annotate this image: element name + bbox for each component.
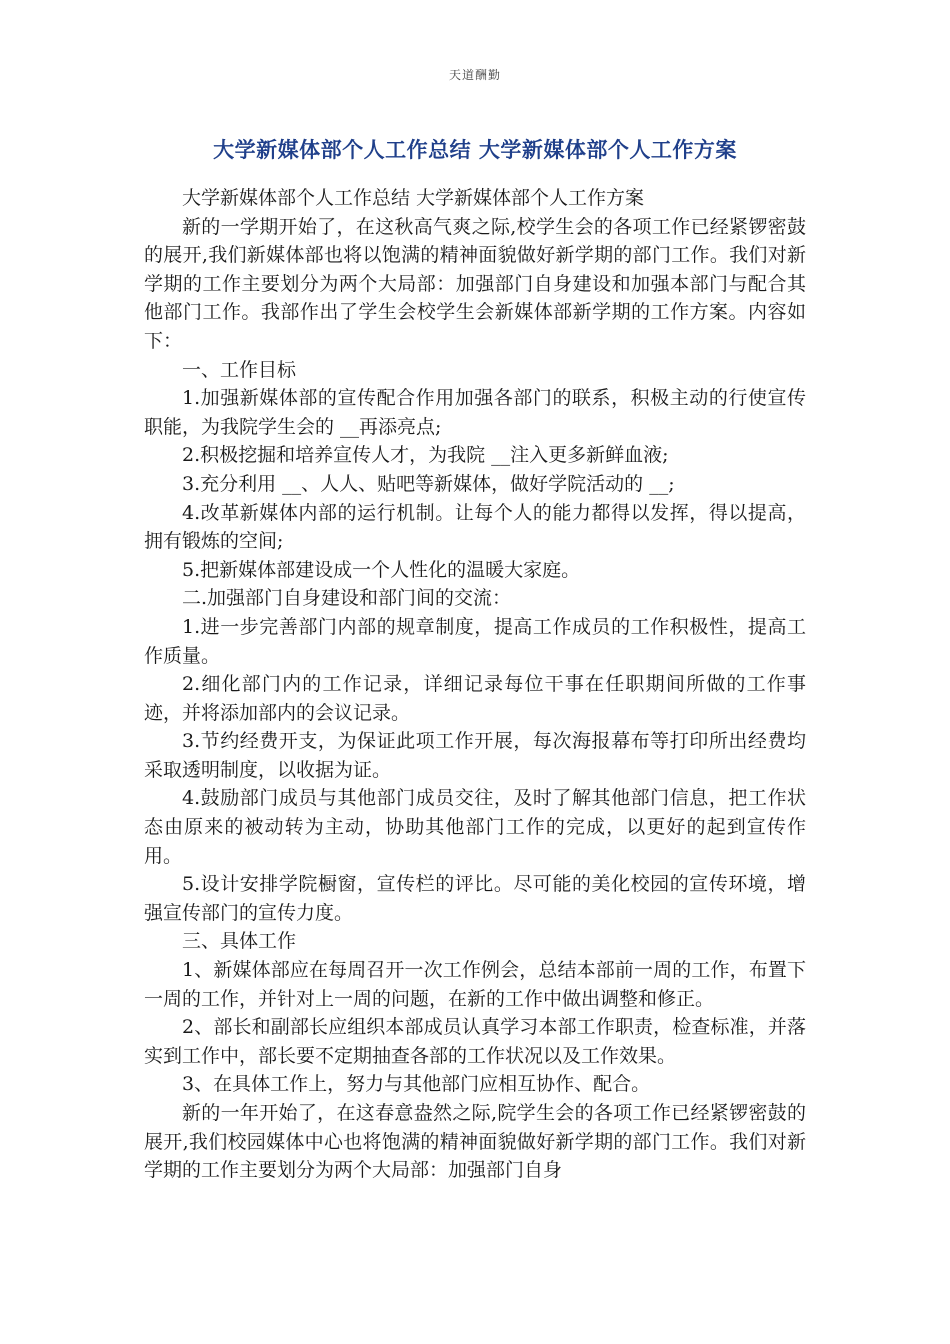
list-item: 2.积极挖掘和培养宣传人才，为我院 __注入更多新鲜血液;	[182, 444, 669, 467]
paragraph-subtitle: 大学新媒体部个人工作总结 大学新媒体部个人工作方案	[182, 187, 645, 209]
list-item: 5.设计安排学院橱窗，宣传栏的评比。尽可能的美化校园的宣传环境，增强宣传部门的宣传力度。	[144, 873, 806, 924]
list-item: 3、在具体工作上，努力与其他部门应相互协作、配合。	[182, 1073, 651, 1096]
list-item: 3.节约经费开支，为保证此项工作开展，每次海报幕布等打印所出经费均采取透明制度，以收据为证。	[144, 730, 806, 781]
paragraph-closing: 新的一年开始了，在这春意盎然之际,院学生会的各项工作已经紧锣密鼓的展开,我们校园媒体中心也将饱满的精神面貌做好新学期的部门工作。我们对新学期的工作主要划分为两个大局部：加强部门自身	[144, 1102, 806, 1182]
list-item: 5.把新媒体部建设成一个人性化的温暖大家庭。	[182, 558, 581, 581]
list-item: 3.充分利用 __、人人、贴吧等新媒体，做好学院活动的 __;	[182, 472, 675, 495]
list-item: 1、新媒体部应在每周召开一次工作例会，总结本部前一周的工作，布置下一周的工作，并针对上一周的问题，在新的工作中做出调整和修正。	[144, 959, 806, 1010]
section-heading-tasks: 三、具体工作	[182, 930, 297, 953]
list-item: 1.进一步完善部门内部的规章制度，提高工作成员的工作积极性，提高工作质量。	[144, 615, 806, 667]
list-item: 2.细化部门内的工作记录，详细记录每位干事在任职期间所做的工作事迹，并将添加部内的会议记录。	[144, 673, 806, 724]
paragraph-intro: 新的一学期开始了，在这秋高气爽之际,校学生会的各项工作已经紧锣密鼓的展开,我们新媒体部也将以饱满的精神面貌做好新学期的部门工作。我们对新学期的工作主要划分为两个大局部：加强部门自身建设和加强本部门与配合其他部门工作。我部作出了学生会校学生会新媒体部新学期的工作方案。内容如下：	[144, 215, 806, 352]
section-heading-dept: 二.加强部门自身建设和部门间的交流：	[182, 587, 512, 610]
document-title: 大学新媒体部个人工作总结 大学新媒体部个人工作方案	[213, 138, 737, 162]
list-item: 2、部长和副部长应组织本部成员认真学习本部工作职责，检查标准，并落实到工作中，部长要不定期抽查各部的工作状况以及工作效果。	[144, 1016, 806, 1067]
section-heading-goals: 一、工作目标	[182, 358, 297, 381]
list-item: 1.加强新媒体部的宣传配合作用加强各部门的联系，积极主动的行使宣传职能，为我院学生会的 __再添亮点;	[144, 387, 806, 438]
page-header: 天道酬勤	[448, 68, 501, 82]
document-body	[144, 184, 806, 1185]
list-item: 4.改革新媒体内部的运行机制。让每个人的能力都得以发挥，得以提高，拥有锻炼的空间;	[144, 501, 806, 553]
list-item: 4.鼓励部门成员与其他部门成员交往，及时了解其他部门信息，把工作状态由原来的被动转为主动，协助其他部门工作的完成，以更好的起到宣传作用。	[144, 787, 806, 867]
